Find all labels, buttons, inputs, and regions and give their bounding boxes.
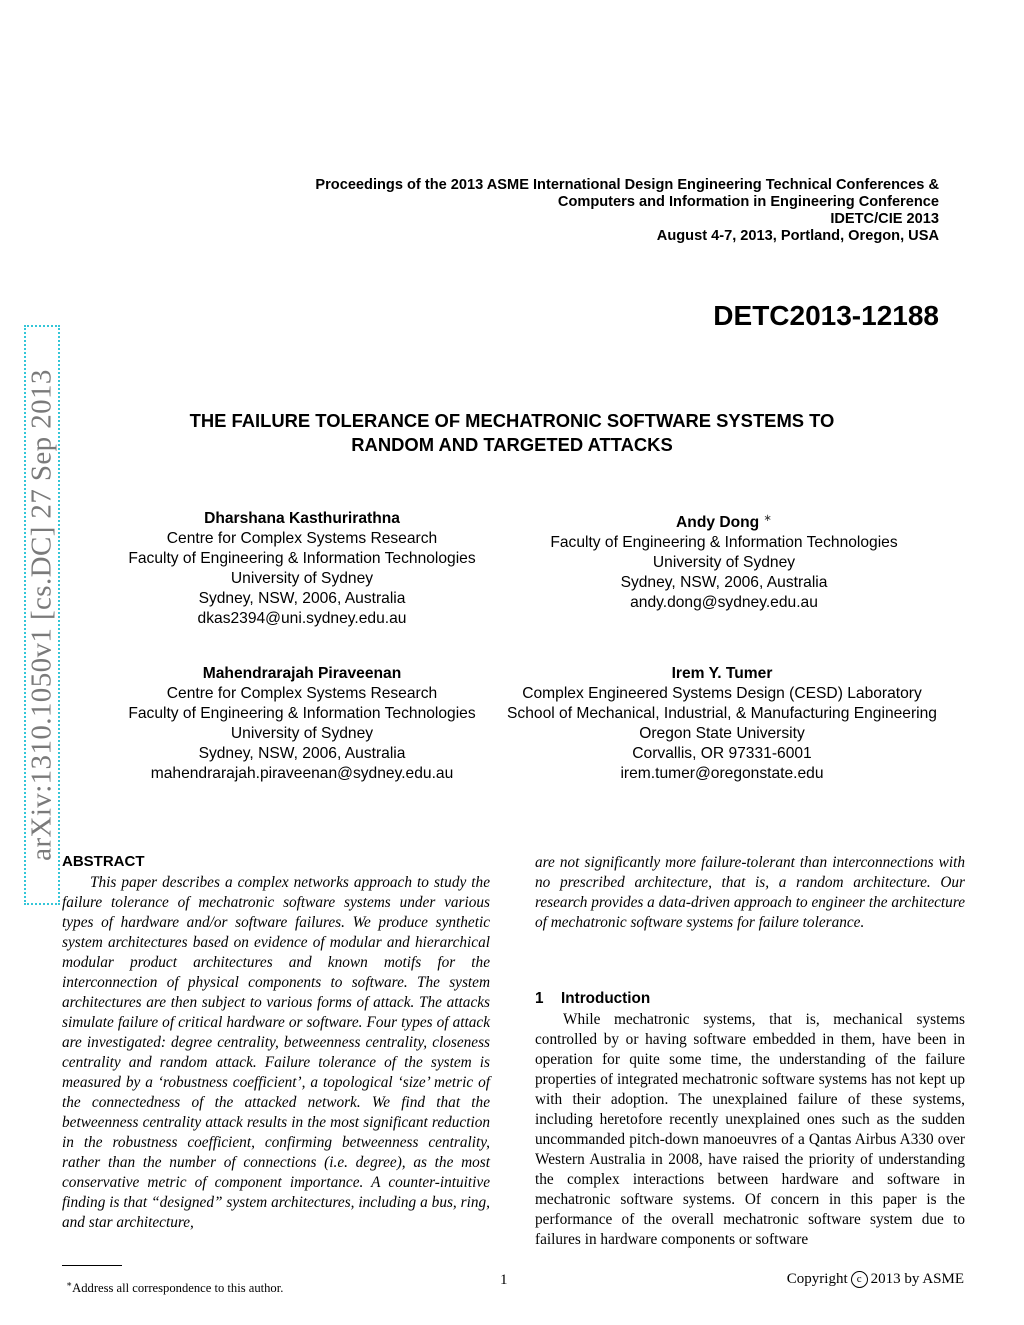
section-title: Introduction [561, 990, 651, 1007]
abstract-heading: ABSTRACT [62, 853, 145, 870]
author-affiliation: University of Sydney [652, 554, 796, 572]
author-affiliation: University of Sydney [230, 570, 374, 587]
author-email: dkas2394@uni.sydney.edu.au [197, 610, 407, 627]
author-affiliation: Corvallis, OR 97331-6001 [632, 745, 812, 762]
abstract-text: This paper describes a complex networks approach to study the failure tolerance of mechatronic software systems under various types of hardware and/or software failures. We produce synthetic system architectures based on evidence of modular and hierarchical modular product architectures and known motifs for the interconnection of physical components to software. The system architectures are then subject to various forms of attack. The attacks simulate failure of critical hardware or software. Four types of attack are investigated: degree centrality, betweenness centrality, closeness centrality and random attack. Failure tolerance of the system is measured by a ‘robustness coefficient’, a topological ‘size’ metric of the connectedness of the attacked network. We find that the betweenness centrality attack results in the most significant reduction in the robustness coefficient, confirming betweenness centrality, rather than the number of connections (i.e. degree), as the most conservative metric of component importance. A counter-intuitive finding is that “designed” system architectures, including a bus, ring, and star architecture, [62, 874, 490, 1231]
author-affiliation: Sydney, NSW, 2006, Australia [198, 590, 406, 607]
author-affiliation: University of Sydney [230, 725, 374, 742]
author-affiliation: Faculty of Engineering & Information Technologies [550, 534, 898, 552]
footnote-marker: ∗ [66, 1279, 73, 1289]
proceedings-line: August 4-7, 2013, Portland, Oregon, USA [656, 228, 939, 244]
section-heading-introduction [535, 990, 650, 1008]
copyright-prefix: Copyright [786, 1271, 848, 1287]
introduction-text: While mechatronic systems, that is, mechanical systems controlled by or having software embedded in them, have been in operation for quite some time, the understanding of the failure properties of integrated mechatronic software systems has not kept up with their adoption. The unexplained failure of these systems, including heretofore recently unexplained ones such as the sudden uncommanded pitch-down manoeuvres of a Qantas Airbus A330 over Western Australia in 2008, have raised the priority of understanding the complex interactions between hardware and software in mechatronic software systems. Of concern in this paper is the performance of the overall mechatronic software system due to failures in hardware components or software [535, 1011, 965, 1248]
author-affiliation: Oregon State University [639, 725, 805, 742]
author-name: Mahendrarajah Piraveenan [202, 665, 402, 682]
footnote [66, 1279, 283, 1296]
copyright-symbol: c [851, 1271, 868, 1288]
author-affiliation: Sydney, NSW, 2006, Australia [620, 574, 828, 592]
section-number: 1 [535, 990, 544, 1007]
paper-id: DETC2013-12188 [713, 300, 939, 331]
proceedings-line: Computers and Information in Engineering Conference [557, 194, 939, 210]
author-name: Dharshana Kasthurirathna [204, 510, 400, 527]
proceedings-header [315, 177, 939, 245]
author-email: mahendrarajah.piraveenan@sydney.edu.au [150, 765, 454, 782]
copyright-notice [787, 1271, 964, 1288]
author-block [128, 664, 475, 784]
copyright-suffix: 2013 by ASME [870, 1271, 964, 1287]
arxiv-identifier: arXiv:1310.1050v1 [cs.DC] 27 Sep 2013 [25, 369, 58, 861]
author-affiliation: Centre for Complex Systems Research [166, 685, 438, 702]
proceedings-line: Proceedings of the 2013 ASME International Design Engineering Technical Conferences & [315, 177, 939, 193]
author-block [550, 509, 897, 613]
author-block [507, 664, 937, 784]
author-affiliation: Centre for Complex Systems Research [166, 530, 438, 547]
footnote-text: Address all correspondence to this author. [72, 1281, 284, 1296]
author-affiliation: School of Mechanical, Industrial, & Manufacturing Engineering [507, 705, 937, 722]
page-number: 1 [500, 1272, 508, 1288]
author-affiliation: Sydney, NSW, 2006, Australia [198, 745, 406, 762]
author-email: andy.dong@sydney.edu.au [630, 594, 818, 612]
corresponding-author-marker: ∗ [763, 513, 772, 524]
author-affiliation: Complex Engineered Systems Design (CESD) Laboratory [522, 685, 922, 702]
author-block [128, 509, 475, 629]
author-email: irem.tumer@oregonstate.edu [620, 765, 824, 782]
author-name: Andy Dong [676, 514, 760, 532]
paper-title-line: THE FAILURE TOLERANCE OF MECHATRONIC SOFTWARE SYSTEMS TO [189, 410, 835, 431]
paper-title [0, 409, 1024, 457]
paper-title-line: RANDOM AND TARGETED ATTACKS [351, 434, 673, 455]
author-affiliation: Faculty of Engineering & Information Technologies [128, 705, 476, 722]
author-affiliation: Faculty of Engineering & Information Technologies [128, 550, 476, 567]
author-name: Irem Y. Tumer [671, 665, 773, 682]
proceedings-line: IDETC/CIE 2013 [830, 211, 939, 227]
abstract-text-continued: are not significantly more failure-tolerant than interconnections with no prescribed architecture, that is, a random architecture. Our research provides a data-driven approach to engineer the architecture of mechatronic software systems for failure tolerance. [535, 854, 965, 931]
footnote-rule [62, 1265, 122, 1266]
